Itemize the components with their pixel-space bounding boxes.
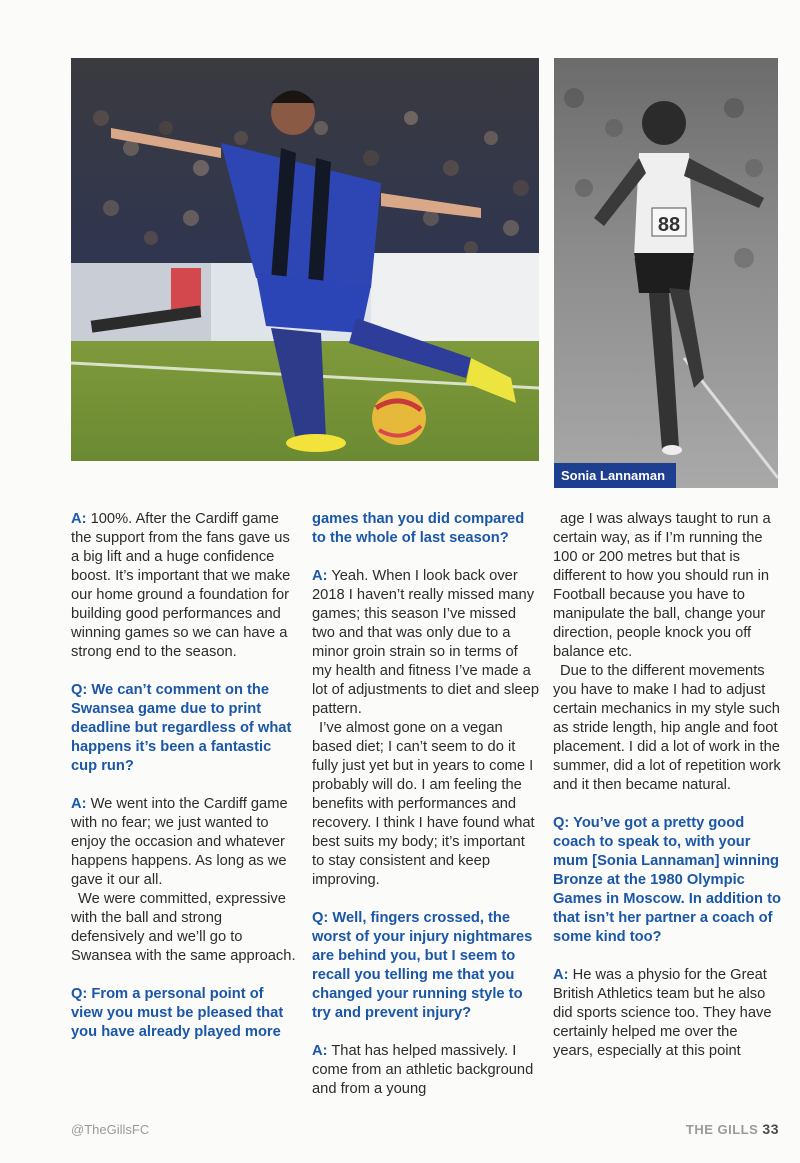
interview-question: Q: You’ve got a pretty good coach to speak to, with your mum [Sonia Lannaman] winning Bronze at the 1980 Olympic Games in Moscow. In addition to that isn’t her partner a coach of some kind too?	[553, 815, 781, 945]
interview-answer	[71, 795, 299, 890]
article-column-2	[312, 510, 540, 1099]
answer-marker: A:	[312, 1043, 328, 1059]
answer-text: That has helped massively. I come from an athletic background and from a young	[312, 1043, 534, 1097]
paragraph: We were committed, expressive with the ball and strong defensively and we’ll go to Swansea with the same approach.	[71, 891, 296, 964]
paragraph: I’ve almost gone on a vegan based diet; I can’t seem to do it fully just yet but in years to come I probably will do. I am feeling the benefits with performances and recovery. I think I have found what best suits my body; it’s important to stay consistent and keep improving.	[312, 720, 535, 888]
interview-answer	[553, 966, 781, 1061]
twitter-handle: @TheGillsFC	[71, 1122, 150, 1137]
paragraph: Due to the different movements you have to make I had to adjust certain mechanics in my style such as stride length, hip angle and foot placement. I did a lot of work in the summer, did a lot of repetition work and it then became natural.	[553, 663, 781, 793]
interview-answer	[312, 1042, 540, 1099]
article-column-1	[71, 510, 299, 1042]
sprinter-photo	[554, 58, 778, 488]
answer-marker: A:	[312, 568, 328, 584]
answer-text: We went into the Cardiff game with no fear; we just wanted to enjoy the occasion and whatever happens happens. As long as we gave it our all.	[71, 796, 288, 888]
interview-question: games than you did compared to the whole of last season?	[312, 511, 525, 546]
answer-text: He was a physio for the Great British Athletics team but he also did sports science too. They have certainly helped me over the years, especially at this point	[553, 967, 772, 1059]
interview-answer	[71, 510, 299, 662]
page-number: 33	[762, 1121, 779, 1137]
footballer-photo	[71, 58, 539, 461]
answer-marker: A:	[71, 796, 87, 812]
interview-question: Q: From a personal point of view you must be pleased that you have already played more	[71, 986, 284, 1040]
page-footer	[686, 1121, 779, 1137]
answer-marker: A:	[553, 967, 569, 983]
answer-text: Yeah. When I look back over 2018 I haven’t really missed many games; this season I’ve missed two and that was only due to a minor groin strain so in terms of my health and fitness I’ve made a lot of adjustments to diet and sleep pattern.	[312, 568, 539, 717]
answer-marker: A:	[71, 511, 87, 527]
article-column-3	[553, 510, 781, 1061]
svg-text:88: 88	[657, 214, 681, 236]
answer-text: 100%. After the Cardiff game the support from the fans gave us a big lift and a huge confidence boost. It’s important that we make our home ground a foundation for building good performances and winning games so we can have a strong end to the season.	[71, 511, 291, 660]
photo-caption: Sonia Lannaman	[554, 463, 676, 488]
interview-question: Q: We can’t comment on the Swansea game due to print deadline but regardless of what happens it’s been a fantastic cup run?	[71, 682, 292, 774]
magazine-name: THE GILLS	[685, 1122, 759, 1137]
interview-answer	[312, 567, 540, 719]
paragraph: age I was always taught to run a certain way, as if I’m running the 100 or 200 metres but that is different to how you should run in Football because you have to manipulate the ball, change your direction, people knock you off balance etc.	[553, 511, 771, 660]
interview-question: Q: Well, fingers crossed, the worst of your injury nightmares are behind you, but I seem to recall you telling me that you changed your running style to try and prevent injury?	[312, 910, 533, 1021]
